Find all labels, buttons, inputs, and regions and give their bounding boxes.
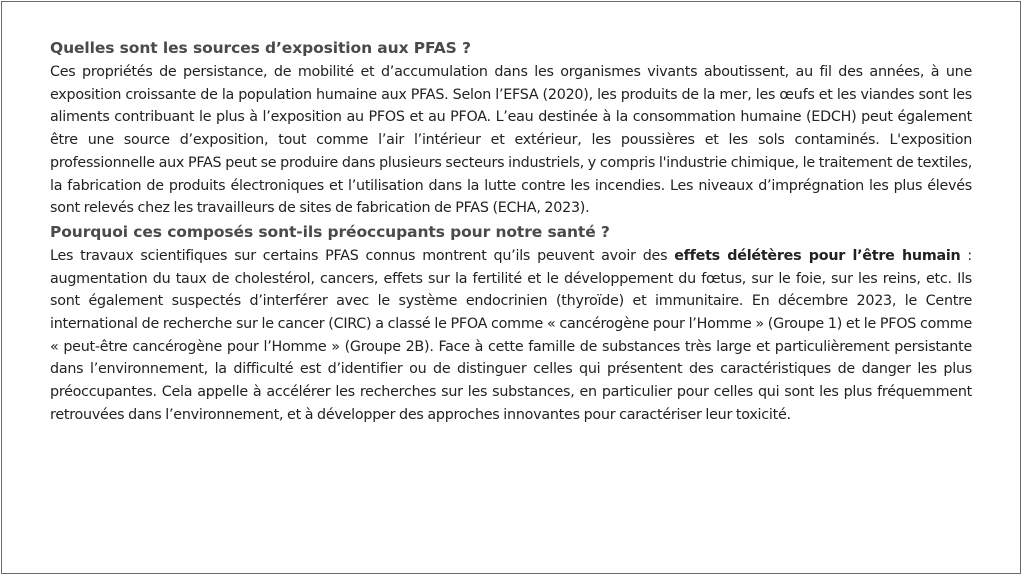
paragraph-exposure-sources: Ces propriétés de persistance, de mobilité et d’accumulation dans les organismes vivants aboutissent, au fil des années, à une exposition croissante de la population humaine aux PFAS. Selon l’EFSA (2020), les produits de la mer, les œufs et les viandes sont les aliments contribuant le plus à l’exposition au PFOS et au PFOA. L’eau destinée à la consommation humaine (EDCH) peut également être une source d’exposition, tout comme l’air l’intérieur et extérieur, les poussières et les sols contaminés. L'exposition professionnelle aux PFAS peut se produire dans plusieurs secteurs industriels, y compris l'industrie chimique, le traitement de textiles, la fabrication de produits électroniques et l’utilisation dans la lutte contre les incendies. Les niveaux d’imprégnation les plus élevés sont relevés chez les travailleurs de sites de fabrication de PFAS (ECHA, 2023). <box>50 64 972 217</box>
section-heading-exposure-sources: Quelles sont les sources d’exposition aux PFAS ? <box>50 39 471 57</box>
document-frame <box>1 1 1021 574</box>
section-heading-health-concerns: Pourquoi ces composés sont-ils préoccupants pour notre santé ? <box>50 222 610 241</box>
paragraph-health-concerns <box>50 245 972 427</box>
paragraph-health-bold-emphasis: effets délétères pour l’être humain <box>674 247 961 264</box>
paragraph-health-start: Les travaux scientifiques sur certains PFAS connus montrent qu’ils peuvent avoir des <box>50 247 675 264</box>
paragraph-health-rest: : augmentation du taux de cholestérol, cancers, effets sur la fertilité et le développement du fœtus, sur le foie, sur les reins, etc. Ils sont également suspectés d’interférer avec le système endocrinien (thyroïde) et immunitaire. En décembre 2023, le Centre international de recherche sur le cancer (CIRC) a classé le PFOA comme « cancérogène pour l’Homme » (Groupe 1) et le PFOS comme « peut-être cancérogène pour l’Homme » (Groupe 2B). Face à cette famille de substances très large et particulièrement persistante dans l’environnement, la difficulté est d’identifier ou de distinguer celles qui présentent des caractéristiques de danger les plus préoccupantes. Cela appelle à accélérer les recherches sur les substances, en particulier pour celles qui sont les plus fréquemment retrouvées dans l’environnement, et à développer des approches innovantes pour caractériser leur toxicité. <box>50 247 972 423</box>
document-body <box>50 36 972 427</box>
